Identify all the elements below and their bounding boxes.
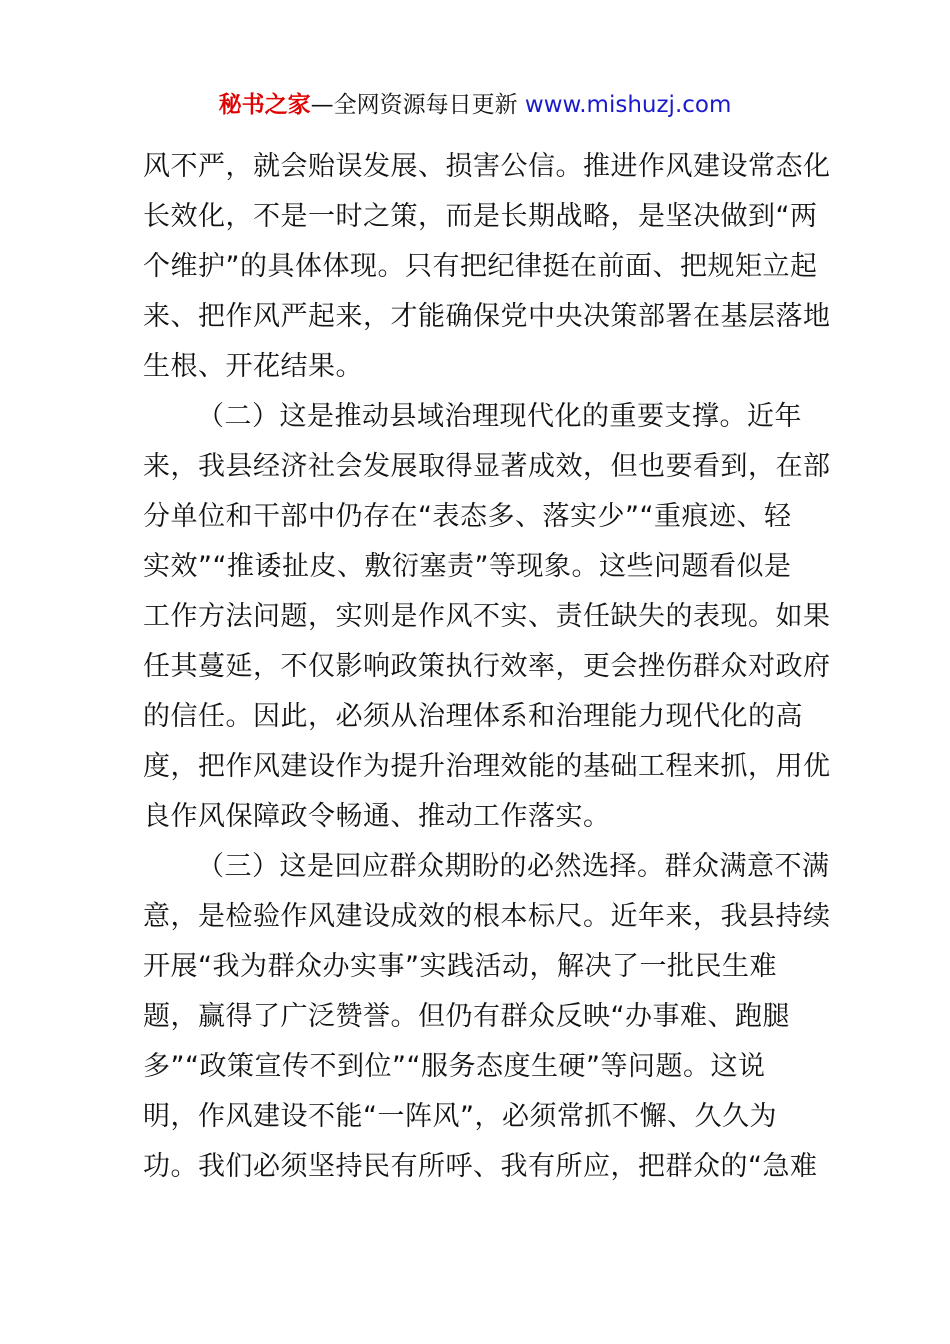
text-line: 生根、开花结果。	[143, 351, 363, 382]
text-line: 的信任。因此，必须从治理体系和治理能力现代化的高	[143, 701, 803, 732]
text-line: 开展“我为群众办实事”实践活动，解决了一批民生难	[143, 951, 777, 982]
site-url-link[interactable]: www.mishuzj.com	[524, 92, 732, 118]
paragraph-heading-3: （三）这是回应群众期盼的必然选择。群众满意不满	[197, 851, 830, 882]
text-line: 风不严，就会贻误发展、损害公信。推进作风建设常态化	[143, 151, 831, 182]
text-line: 明，作风建设不能“一阵风”，必须常抓不懈、久久为	[143, 1101, 777, 1132]
text-line: 实效”“推诿扯皮、敷衍塞责”等现象。这些问题看似是	[143, 551, 792, 582]
site-brand: 秘书之家	[218, 92, 311, 118]
text-line: 来，我县经济社会发展取得显著成效，但也要看到，在部	[143, 451, 831, 482]
text-line: 度，把作风建设作为提升治理效能的基础工程来抓，用优	[143, 751, 831, 782]
text-line: 工作方法问题，实则是作风不实、责任缺失的表现。如果	[143, 601, 831, 632]
text-line: 多”“政策宣传不到位”“服务态度生硬”等问题。这说	[143, 1051, 766, 1082]
text-line: 意，是检验作风建设成效的根本标尺。近年来，我县持续	[143, 901, 831, 932]
text-line: 题，赢得了广泛赞誉。但仍有群众反映“办事难、跑腿	[143, 1001, 790, 1032]
text-line: 功。我们必须坚持民有所呼、我有所应，把群众的“急难	[143, 1151, 818, 1182]
text-line: 来、把作风严起来，才能确保党中央决策部署在基层落地	[143, 301, 831, 332]
paragraph-heading-2: （二）这是推动县域治理现代化的重要支撑。近年	[197, 401, 802, 432]
text-line: 个维护”的具体体现。只有把纪律挺在前面、把规矩立起	[143, 251, 818, 282]
text-line: 长效化，不是一时之策，而是长期战略，是坚决做到“两	[143, 201, 818, 232]
site-tagline: —全网资源每日更新	[310, 92, 525, 118]
site-header	[0, 88, 950, 122]
text-line: 分单位和干部中仍存在“表态多、落实少”“重痕迹、轻	[143, 501, 792, 532]
text-line: 良作风保障政令畅通、推动工作落实。	[143, 801, 611, 832]
text-line: 任其蔓延，不仅影响政策执行效率，更会挫伤群众对政府	[143, 651, 831, 682]
